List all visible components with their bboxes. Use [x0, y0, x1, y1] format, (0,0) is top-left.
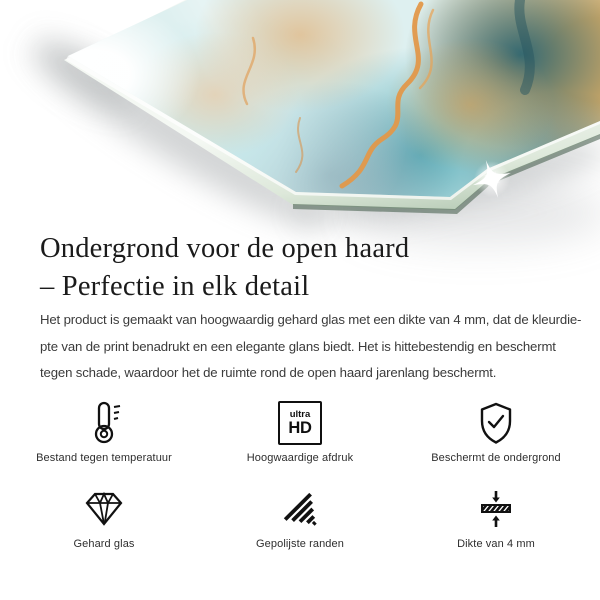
heading-line-2: – Perfectie in elk detail: [40, 270, 310, 302]
feature-label: Beschermt de ondergrond: [431, 452, 561, 464]
feature-polished-edges: [202, 484, 398, 550]
feature-label: Bestand tegen temperatuur: [36, 452, 172, 464]
sparkle-flare-icon: [460, 147, 524, 211]
product-image: [0, 0, 600, 240]
feature-tempered-glass: [6, 484, 202, 550]
polished-edges-icon: [282, 491, 318, 527]
feature-grid: [6, 398, 594, 550]
feature-label: Gepolijste randen: [256, 538, 344, 550]
section-heading: [40, 230, 409, 305]
diamond-icon: [81, 489, 127, 529]
thermometer-icon: [84, 400, 124, 446]
description-line: pte van de print benadrukt en een elegante glans biedt. Het is hittebestendig en beschermt: [40, 338, 556, 354]
feature-protection: [398, 398, 594, 464]
product-description: [40, 307, 581, 387]
feature-temperature: [6, 398, 202, 464]
heading-line-1: Ondergrond voor de open haard: [40, 233, 410, 264]
feature-label: Hoogwaardige afdruk: [246, 452, 354, 464]
feature-print-quality: [202, 398, 398, 464]
feature-label: Dikte van 4 mm: [457, 538, 535, 550]
feature-label: Gehard glas: [73, 538, 135, 550]
ultra-hd-icon: ultra HD: [278, 401, 322, 445]
shield-check-icon: [474, 400, 518, 446]
feature-thickness: [398, 484, 594, 550]
description-line: Het product is gemaakt van hoogwaardig gehard glas met een dikte van 4 mm, dat de kleurdie-: [40, 312, 582, 327]
thickness-icon: [478, 489, 514, 529]
description-line: tegen schade, waardoor het de ruimte rond de open haard jarenlang beschermt.: [40, 365, 497, 381]
